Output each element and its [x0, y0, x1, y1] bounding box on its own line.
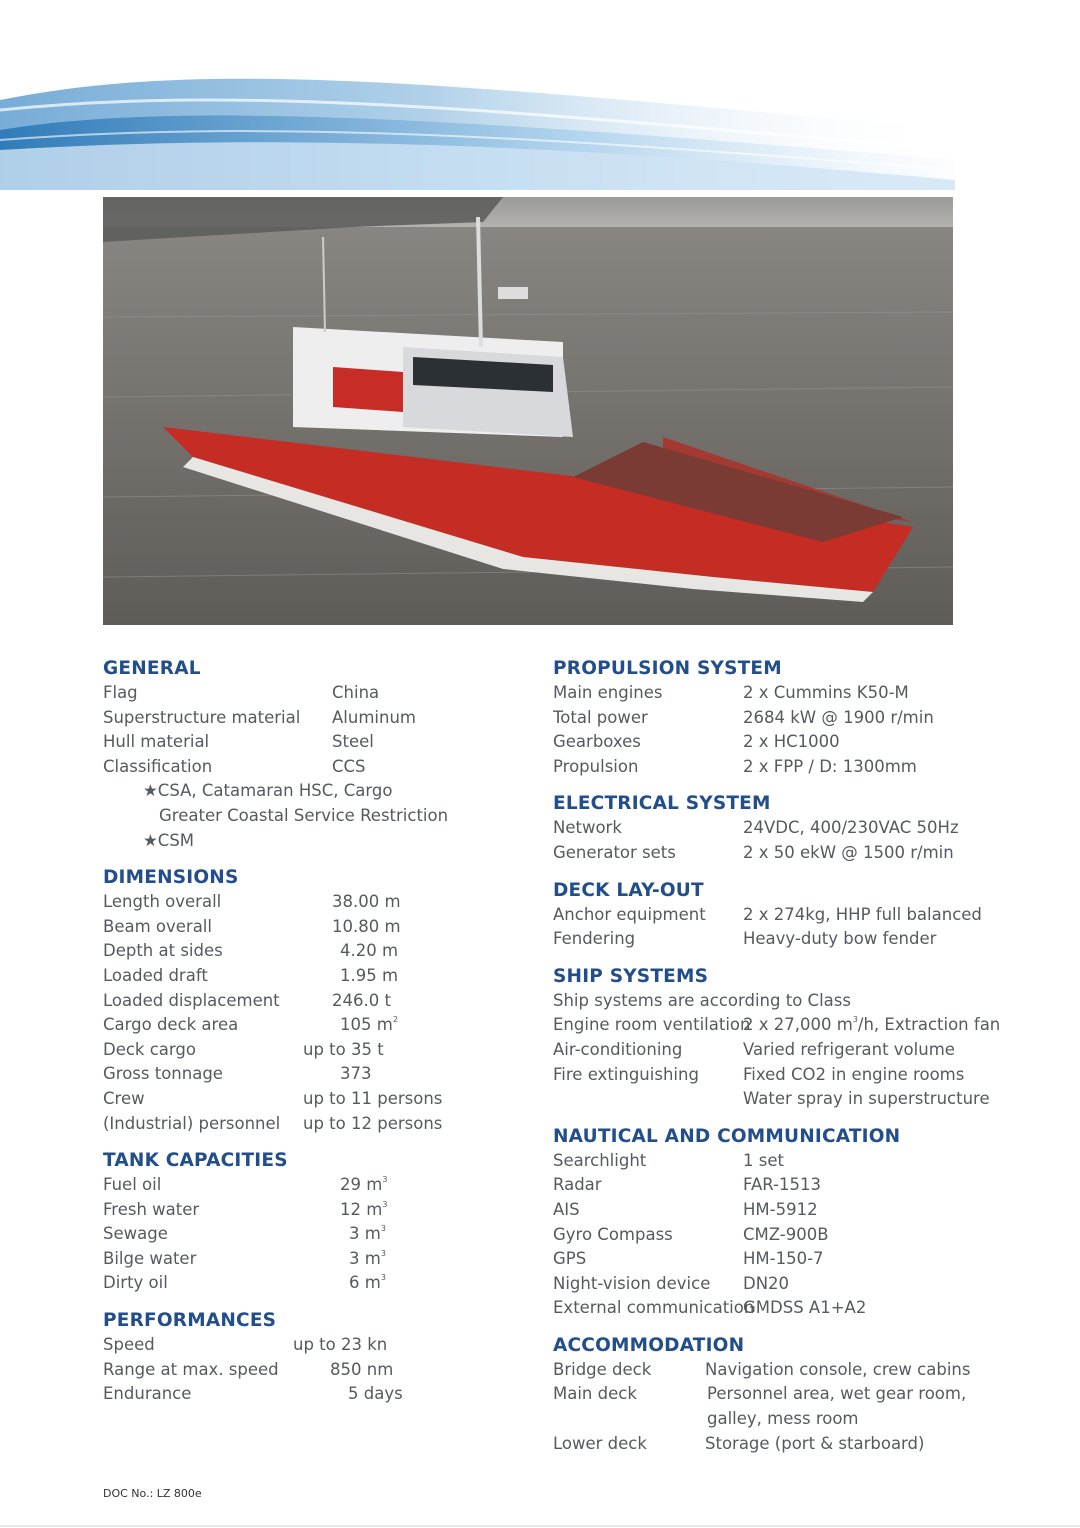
section-title: ACCOMMODATION	[553, 1334, 745, 1356]
spec-row	[103, 1222, 523, 1247]
spec-row	[103, 989, 523, 1014]
spec-row	[553, 1038, 1053, 1063]
spec-row	[553, 755, 1053, 780]
spec-label: Engine room ventilation	[553, 1015, 751, 1035]
spec-label: Depth at sides	[103, 941, 223, 961]
spec-label: Endurance	[103, 1384, 192, 1404]
unit-superscript: 2	[392, 1015, 398, 1025]
spec-value: 1 set	[743, 1150, 784, 1170]
spec-value: Steel	[332, 732, 374, 752]
section-electrical-system	[553, 792, 1053, 865]
spec-value: 10.80 m	[332, 916, 401, 936]
spec-row	[553, 1063, 1053, 1088]
spec-label: Main deck	[553, 1384, 637, 1404]
spec-row	[553, 927, 1053, 952]
spec-value: 2684 kW @ 1900 r/min	[743, 707, 934, 727]
bottom-rule	[0, 1525, 1080, 1527]
spec-label: Speed	[103, 1335, 155, 1355]
spec-row	[103, 755, 523, 780]
spec-label: Anchor equipment	[553, 904, 706, 924]
spec-label: GPS	[553, 1249, 587, 1269]
spec-value: Personnel area, wet gear room,	[707, 1384, 967, 1404]
spec-row	[103, 706, 523, 731]
spec-row	[553, 730, 1053, 755]
spec-value: 2 x FPP / D: 1300mm	[743, 756, 917, 776]
spec-value: GMDSS A1+A2	[743, 1298, 867, 1318]
vessel-photo	[103, 197, 953, 625]
spec-label: Beam overall	[103, 916, 212, 936]
section-performances	[103, 1309, 523, 1407]
spec-row	[103, 730, 523, 755]
spec-label: Fire extinguishing	[553, 1064, 699, 1084]
spec-row	[103, 1062, 523, 1087]
spec-value: 3 m	[349, 1248, 381, 1268]
spec-label: Radar	[553, 1175, 602, 1195]
wave-banner	[0, 40, 955, 200]
spec-label: Total power	[553, 707, 648, 727]
spec-value: up to 11 persons	[303, 1088, 443, 1108]
unit-superscript: 3	[382, 1199, 388, 1209]
spec-row	[103, 1382, 523, 1407]
spec-label: Generator sets	[553, 842, 676, 862]
section-title: ELECTRICAL SYSTEM	[553, 793, 771, 815]
spec-label: Gyro Compass	[553, 1224, 673, 1244]
spec-label: Crew	[103, 1088, 145, 1108]
section-title: GENERAL	[103, 658, 201, 679]
spec-value: 5 days	[348, 1384, 403, 1404]
spec-row	[553, 1432, 1053, 1457]
spec-row	[103, 1112, 523, 1137]
spec-value: Varied refrigerant volume	[743, 1039, 955, 1059]
spec-label: Night-vision device	[553, 1273, 711, 1293]
spec-label: (Industrial) personnel	[103, 1113, 281, 1133]
document-number: DOC No.: LZ 800e	[103, 1487, 202, 1500]
spec-label: Lower deck	[553, 1433, 647, 1453]
spec-row	[103, 890, 523, 915]
spec-value: Storage (port & starboard)	[705, 1433, 925, 1453]
spec-value: 2 x 27,000 m	[743, 1015, 853, 1035]
spec-row	[553, 1173, 1053, 1198]
spec-label: Fuel oil	[103, 1175, 162, 1195]
spec-value: 850 nm	[330, 1359, 394, 1379]
section-title: DIMENSIONS	[103, 867, 239, 889]
section-title: PROPULSION SYSTEM	[553, 658, 782, 679]
spec-label: Network	[553, 818, 622, 838]
spec-row	[553, 681, 1053, 706]
spec-row	[553, 1087, 1053, 1112]
spec-row	[553, 706, 1053, 731]
spec-label: Loaded draft	[103, 965, 208, 985]
spec-row	[103, 1198, 523, 1223]
spec-value: 246.0 t	[332, 990, 391, 1010]
spec-row	[553, 903, 1053, 928]
spec-row	[103, 681, 523, 706]
spec-value: up to 12 persons	[303, 1113, 443, 1133]
left-column	[103, 657, 523, 1420]
spec-value: FAR-1513	[743, 1175, 822, 1195]
unit-superscript: 3	[380, 1273, 386, 1283]
spec-label: Fendering	[553, 929, 636, 949]
spec-label: Classification	[103, 756, 213, 776]
spec-row	[553, 841, 1053, 866]
spec-label: Superstructure material	[103, 707, 301, 727]
spec-value: HM-5912	[743, 1199, 818, 1219]
section-title: TANK CAPACITIES	[103, 1150, 288, 1172]
unit-superscript: 3	[380, 1248, 386, 1258]
section-title: DECK LAY-OUT	[553, 879, 704, 901]
spec-label: Flag	[103, 683, 138, 702]
spec-value: up to 23 kn	[293, 1335, 388, 1355]
spec-row	[553, 1272, 1053, 1297]
spec-label: Dirty oil	[103, 1273, 168, 1293]
spec-row	[103, 939, 523, 964]
spec-label: Gross tonnage	[103, 1064, 223, 1084]
spec-value: 3 m	[349, 1224, 381, 1244]
spec-value: CCS	[332, 756, 366, 776]
section-dimensions	[103, 866, 523, 1136]
unit-superscript: 3	[852, 1015, 858, 1025]
class-note: ★CSM	[143, 830, 195, 850]
spec-value: Fixed CO2 in engine rooms	[743, 1064, 965, 1084]
right-column	[553, 657, 1053, 1469]
spec-value: 12 m	[340, 1199, 383, 1219]
spec-row	[553, 1407, 1053, 1432]
spec-value: galley, mess room	[707, 1409, 859, 1429]
spec-value: 4.20 m	[340, 941, 399, 961]
spec-label: Searchlight	[553, 1150, 647, 1170]
spec-label: Gearboxes	[553, 732, 641, 752]
spec-label: Ship systems are according to Class	[553, 990, 851, 1010]
spec-label: Bilge water	[103, 1248, 197, 1268]
spec-row	[553, 1149, 1053, 1174]
spec-label: Hull material	[103, 732, 210, 752]
spec-row	[553, 816, 1053, 841]
spec-row	[553, 1247, 1053, 1272]
spec-value: Navigation console, crew cabins	[705, 1359, 971, 1379]
spec-value: 2 x 50 ekW @ 1500 r/min	[743, 842, 954, 862]
section-tank-capacities	[103, 1149, 523, 1296]
spec-label: Main engines	[553, 683, 663, 702]
spec-value: 29 m	[340, 1175, 383, 1195]
spec-row	[103, 1173, 523, 1198]
section-nautical-communication	[553, 1125, 1053, 1321]
spec-label: Propulsion	[553, 756, 639, 776]
spec-row	[103, 1271, 523, 1296]
unit-superscript: 3	[380, 1224, 386, 1234]
spec-row	[553, 1013, 1053, 1038]
section-title: PERFORMANCES	[103, 1310, 277, 1332]
spec-value: 373	[340, 1064, 372, 1084]
spec-label: AIS	[553, 1199, 580, 1219]
unit-superscript: 3	[382, 1175, 388, 1185]
spec-row	[103, 1013, 523, 1038]
class-note: Greater Coastal Service Restriction	[159, 805, 449, 825]
spec-label: Sewage	[103, 1224, 168, 1244]
section-propulsion-system	[553, 657, 1053, 779]
spec-row	[553, 1358, 1053, 1383]
spec-row	[553, 1198, 1053, 1223]
spec-value: 2 x HC1000	[743, 732, 840, 752]
spec-value: Heavy-duty bow fender	[743, 929, 937, 949]
spec-row	[103, 1087, 523, 1112]
spec-value: up to 35 t	[303, 1039, 384, 1059]
spec-value: 1.95 m	[340, 965, 399, 985]
spec-value: China	[332, 683, 380, 702]
spec-value: DN20	[743, 1273, 790, 1293]
section-title: SHIP SYSTEMS	[553, 965, 709, 987]
spec-row	[553, 1296, 1053, 1321]
spec-value: 105 m	[340, 1015, 393, 1035]
spec-row	[103, 964, 523, 989]
spec-value: HM-150-7	[743, 1249, 824, 1269]
spec-value: Aluminum	[332, 707, 416, 727]
spec-row	[103, 915, 523, 940]
spec-row	[103, 1247, 523, 1272]
spec-value: 6 m	[349, 1273, 381, 1293]
spec-label: Loaded displacement	[103, 990, 280, 1010]
section-ship-systems	[553, 965, 1053, 1112]
spec-label: Cargo deck area	[103, 1015, 239, 1035]
spec-row	[103, 1358, 523, 1383]
spec-label: Air-conditioning	[553, 1039, 683, 1059]
spec-label: Range at max. speed	[103, 1359, 279, 1379]
spec-label: External communication	[553, 1298, 755, 1318]
spec-value: 38.00 m	[332, 892, 401, 912]
section-title: NAUTICAL AND COMMUNICATION	[553, 1125, 901, 1147]
spec-row	[103, 1333, 523, 1358]
spec-value: Water spray in superstructure	[743, 1089, 990, 1109]
spec-label: Fresh water	[103, 1199, 200, 1219]
spec-row	[553, 1382, 1053, 1407]
section-deck-layout	[553, 879, 1053, 952]
spec-value-suffix: /h, Extraction fan	[857, 1015, 1001, 1035]
spec-value: 24VDC, 400/230VAC 50Hz	[743, 818, 959, 838]
spec-value: 2 x 274kg, HHP full balanced	[743, 904, 982, 924]
class-note: ★CSA, Catamaran HSC, Cargo	[143, 781, 393, 801]
spec-value: 2 x Cummins K50-M	[743, 683, 909, 702]
spec-value: CMZ-900B	[743, 1224, 829, 1244]
section-accommodation	[553, 1334, 1053, 1456]
spec-label: Length overall	[103, 892, 222, 912]
spec-row	[103, 1038, 523, 1063]
spec-row	[553, 1223, 1053, 1248]
spec-label: Bridge deck	[553, 1359, 652, 1379]
spec-label: Deck cargo	[103, 1039, 196, 1059]
spec-row	[553, 989, 1053, 1014]
section-general	[103, 657, 523, 853]
